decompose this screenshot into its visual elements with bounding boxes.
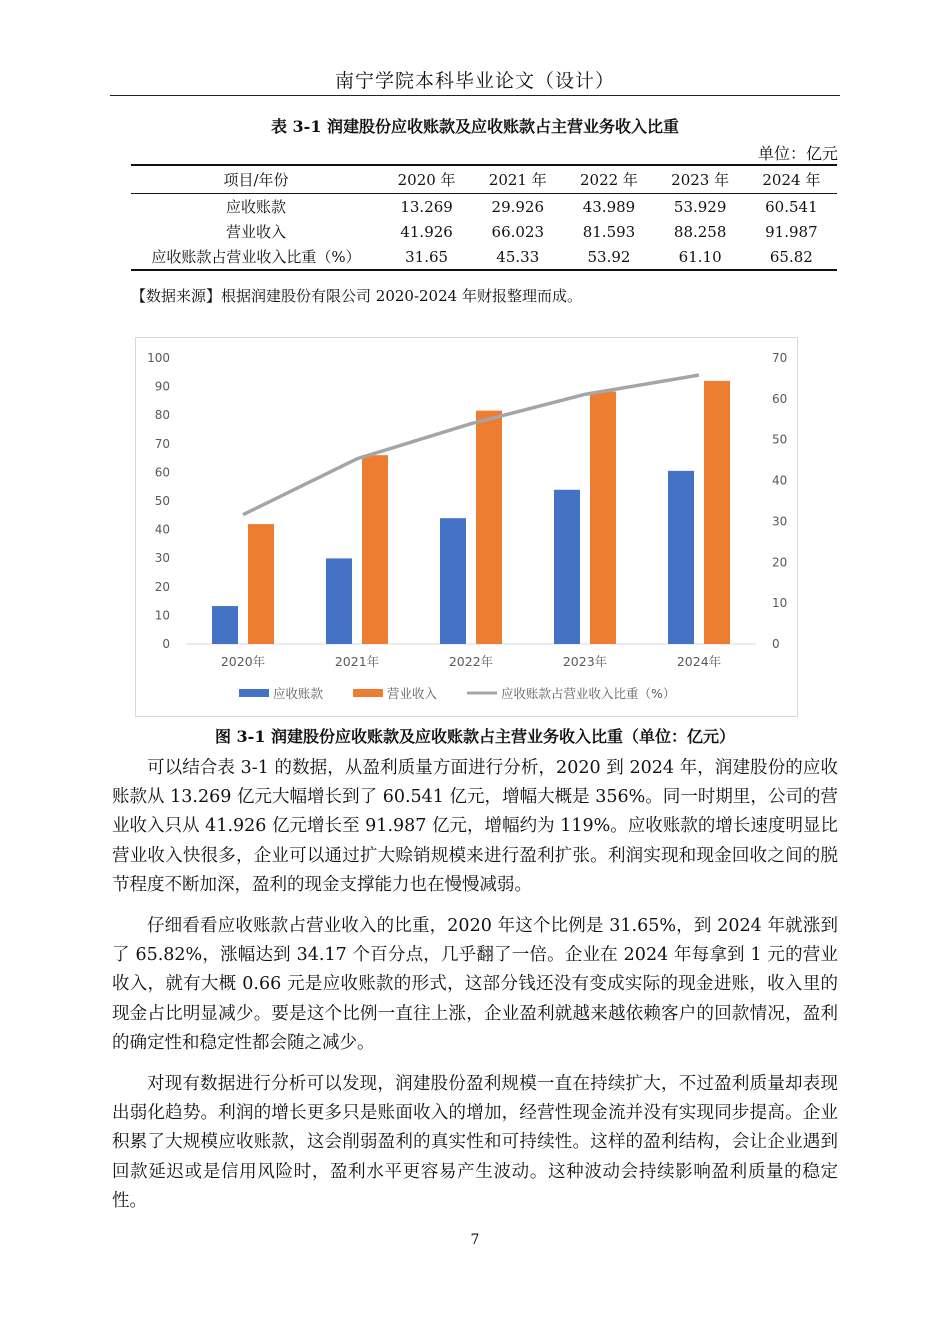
chart-frame — [135, 337, 798, 717]
table-row — [131, 219, 837, 244]
bar-receivables — [326, 558, 352, 644]
page-number: 7 — [470, 1232, 480, 1248]
body-paragraph: 可以结合表 3-1 的数据，从盈利质量方面进行分析，2020 到 2024 年，润建股份的应收账款从 13.269 亿元大幅增长到了 60.541 亿元，增幅大概是 356%。同一时期里，公司的营业收入只从 41.926 亿元增长至 91.987 亿元，增幅约为 119%。应收账款的增长速度明显比营业收入快很多，企业可以通过扩大赊销规模来进行盈利扩张。利润实现和现金回收之间的脱节程度不断加深，盈利的现金支撑能力也在慢慢减弱。 — [112, 758, 838, 895]
x-tick-label: 2020年 — [220, 654, 266, 669]
page-header: 南宁学院本科毕业论文（设计） — [334, 70, 615, 92]
table-cell: 45.33 — [472, 244, 563, 270]
ratio-series-line — [243, 375, 699, 515]
y-left-tick-label: 40 — [154, 522, 170, 537]
bar-receivables — [440, 518, 466, 644]
bar-revenue — [590, 392, 616, 644]
y-right-tick-label: 0 — [772, 637, 780, 651]
row-label: 应收账款 — [225, 198, 286, 216]
table-cell: 53.929 — [673, 197, 727, 216]
table-cell: 41.926 — [400, 222, 453, 241]
table-header-cell: 2023 年 — [655, 165, 746, 194]
table-source-note: 【数据来源】根据润建股份有限公司 2020-2024 年财报整理而成。 — [131, 287, 582, 305]
bar-revenue — [248, 524, 274, 644]
bar-receivables — [212, 606, 238, 644]
table-cell: 61.10 — [655, 244, 746, 270]
bar-revenue — [362, 455, 388, 644]
table-cell: 91.987 — [765, 222, 818, 241]
table-cell: 31.65 — [381, 244, 472, 270]
combo-chart — [136, 338, 797, 716]
table-row — [131, 244, 837, 270]
y-left-tick-label: 100 — [147, 351, 170, 365]
figure-caption: 图 3-1 润建股份应收账款及应收账款占主营业务收入比重（单位：亿元） — [214, 727, 736, 746]
table-cell: 65.82 — [746, 244, 837, 270]
bar-revenue — [476, 411, 502, 644]
y-left-tick-label: 80 — [154, 408, 170, 423]
header-rule — [110, 95, 840, 96]
x-tick-label: 2024年 — [676, 654, 722, 669]
row-label: 营业收入 — [225, 223, 286, 241]
table-cell: 60.541 — [765, 197, 818, 216]
row-label: 应收账款占营业收入比重（%） — [131, 244, 381, 270]
body-paragraph: 仔细看看应收账款占营业收入的比重，2020 年这个比例是 31.65%，到 2024 年就涨到了 65.82%，涨幅达到 34.17 个百分点，几乎翻了一倍。企业在 2024 年每拿到 1 元的营业收入，就有大概 0.66 元是应收账款的形式，这部分钱还没有变成实际的现金进账，收入里的现金占比明显减少。要是这个比例一直往上涨，企业盈利就越来越依赖客户的回款情况，盈利的确定性和稳定性都会随之减少。 — [112, 916, 838, 1053]
table-cell: 88.258 — [673, 222, 727, 241]
legend-label: 应收账款占营业收入比重（%） — [501, 686, 676, 701]
legend-label: 应收账款 — [273, 686, 324, 701]
body-paragraph: 对现有数据进行分析可以发现，润建股份盈利规模一直在持续扩大，不过盈利质量却表现出弱化趋势。利润的增长更多只是账面收入的增加，经营性现金流并没有实现同步提高。企业积累了大规模应收账款，这会削弱盈利的真实性和可持续性。这样的盈利结构，会让企业遇到回款延迟或是信用风险时，盈利水平更容易产生波动。这种波动会持续影响盈利质量的稳定性。 — [112, 1074, 838, 1211]
y-left-tick-label: 20 — [154, 579, 170, 594]
y-left-tick-label: 50 — [154, 494, 170, 508]
table-header-cell: 2020 年 — [381, 165, 472, 194]
y-right-tick-label: 30 — [772, 514, 788, 529]
y-left-tick-label: 70 — [154, 436, 170, 451]
y-right-tick-label: 70 — [772, 351, 788, 365]
table-cell: 13.269 — [400, 197, 453, 216]
table-unit: 单位：亿元 — [757, 144, 838, 163]
y-left-tick-label: 10 — [154, 608, 170, 623]
legend-swatch — [239, 689, 269, 697]
table-cell: 81.593 — [582, 222, 636, 241]
table-header-cell: 2021 年 — [472, 165, 563, 194]
y-right-tick-label: 60 — [772, 391, 788, 406]
table-header-row — [131, 165, 837, 194]
y-left-tick-label: 90 — [154, 379, 170, 394]
y-left-tick-label: 30 — [154, 551, 170, 566]
bar-receivables — [554, 490, 580, 644]
bar-revenue — [704, 381, 730, 644]
table-row — [131, 194, 837, 220]
table-title: 表 3-1 润建股份应收账款及应收账款占主营业务收入比重 — [270, 117, 680, 136]
bar-receivables — [668, 471, 694, 644]
x-tick-label: 2022年 — [448, 654, 494, 669]
x-tick-label: 2021年 — [334, 654, 380, 669]
table-header-cell: 2024 年 — [746, 165, 837, 194]
x-tick-label: 2023年 — [562, 654, 608, 669]
data-table — [131, 164, 837, 271]
y-right-tick-label: 10 — [772, 596, 788, 611]
table-cell: 66.023 — [491, 222, 545, 241]
y-left-tick-label: 0 — [162, 637, 170, 651]
legend-swatch — [353, 689, 383, 697]
table-cell: 43.989 — [582, 197, 636, 216]
y-right-tick-label: 40 — [772, 473, 788, 488]
legend-label: 营业收入 — [387, 686, 438, 701]
table-header-cell: 2022 年 — [563, 165, 654, 194]
y-right-tick-label: 50 — [772, 432, 788, 447]
y-right-tick-label: 20 — [772, 555, 788, 570]
table-header-cell: 项目/年份 — [131, 165, 381, 194]
table-cell: 29.926 — [491, 197, 545, 216]
table-cell: 53.92 — [563, 244, 654, 270]
y-left-tick-label: 60 — [154, 465, 170, 480]
